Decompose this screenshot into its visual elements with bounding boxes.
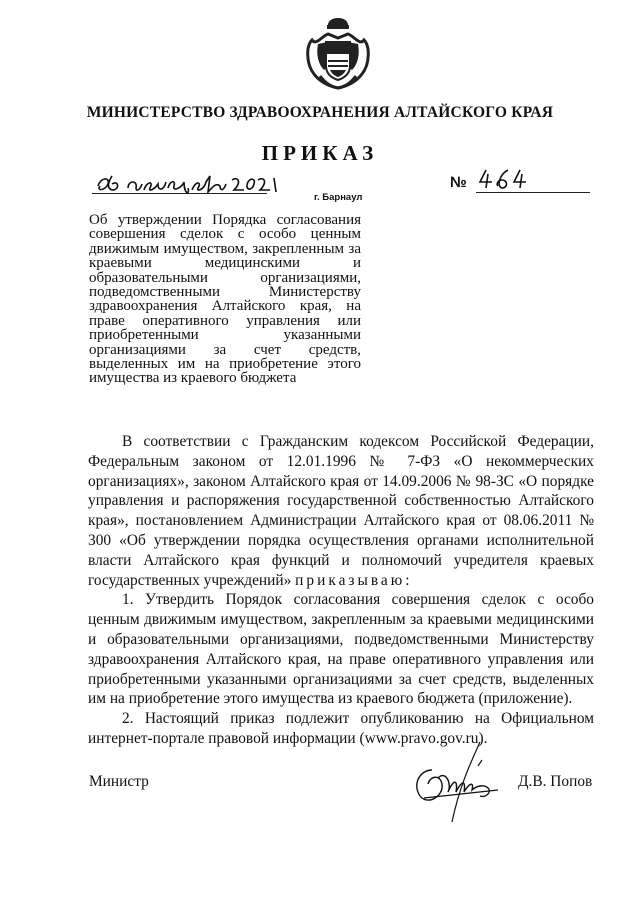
document-body xyxy=(88,432,594,749)
preamble-paragraph xyxy=(88,432,594,590)
order-word: приказываю: xyxy=(295,571,413,589)
number-label: № xyxy=(450,174,467,191)
document-type-title: ПРИКАЗ xyxy=(261,141,379,165)
handwritten-number-icon xyxy=(478,166,538,192)
city-label: г. Барнаул xyxy=(314,192,363,203)
date-underline xyxy=(92,193,267,194)
signatory-position: Министр xyxy=(89,773,149,790)
handwritten-signature-icon xyxy=(402,740,512,826)
preamble-text: В соответствии с Гражданским кодексом Российской Федерации, Федеральным законом от 12.01.1996 № 7-ФЗ «О некоммерческих организациях», законом Алтайского края от 14.09.2006 № 98-ЗС «О порядке управления и распоряжения государственной собственностью Алтайского края», постановлением Администрации Алтайского края от 08.06.2011 № 300 «Об утверждении порядка осуществления органами исполнительной власти Алтайского края функций и полномочий учредителя краевых государственных учреждений» xyxy=(88,433,594,589)
order-item-2: 2. Настоящий приказ подлежит опубликованию на Официальном интернет-портале правовой информации (www.pravo.gov.ru). xyxy=(88,710,594,747)
number-underline xyxy=(476,192,590,193)
order-item-1: 1. Утвердить Порядок согласования совершения сделок с особо ценным движимым имуществом, закрепленным за краевыми медицинскими и образовательными организациями, подведомственными Министерству здравоохранения Алтайского края, на праве оперативного управления или приобретенными указанными организациями за счет средств, выделенных им на приобретение этого имущества из краевого бюджета (приложение). xyxy=(88,591,594,708)
altai-krai-coat-of-arms-icon xyxy=(302,16,374,92)
ministry-name: МИНИСТЕРСТВО ЗДРАВООХРАНЕНИЯ АЛТАЙСКОГО КРАЯ xyxy=(86,104,554,121)
document-subject: Об утверждении Порядка согласования совершения сделок с особо ценным движимым имуществом, закрепленным за краевыми медицинскими и образовательными организациями, подведомственными Министерству здравоохранения Алтайского края, на праве оперативного управления или приобретенными указанными организациями за счет средств, выделенных им на приобретение этого имущества из краевого бюджета xyxy=(89,212,361,387)
signatory-name: Д.В. Попов xyxy=(518,773,593,790)
